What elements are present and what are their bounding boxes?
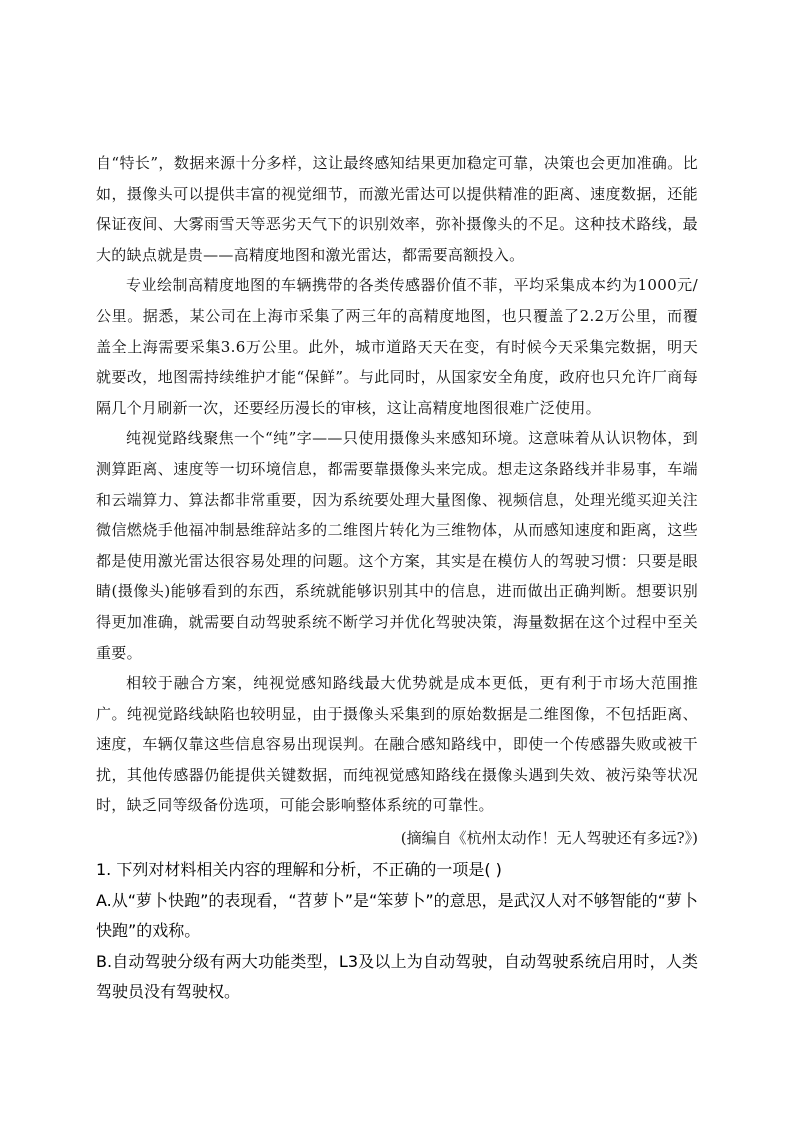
article-source: (摘编自《杭州太动作！无人驾驶还有多远?》) [400, 829, 698, 848]
paragraph-1: 自“特长”，数据来源十分多样，这让最终感知结果更加稳定可靠，决策也会更加准确。比如，摄像头可以提供丰富的视觉细节，而激光雷达可以提供精准的距离、速度数据，还能保证夜间、大雾雨雪天等恶劣天气下的识别效率，弥补摄像头的不足。这种技术路线，最大的缺点就是贵——高精度地图和激光雷达，都需要高额投入。 [96, 154, 698, 264]
paragraph-3: 纯视觉路线聚焦一个“纯”字——只使用摄像头来感知环境。这意味着从认识物体，到测算距离、速度等一切环境信息，都需要靠摄像头来完成。想走这条路线并非易事，车端和云端算力、算法都非常重要，因为系统要处理大量图像、视频信息，处理光缆买迎关注微信燃烧手他福冲制悬维辞站多的二维图片转化为三维物体，从而感知速度和距离，这些都是使用激光雷达很容易处理的问题。这个方案，其实是在模仿人的驾驶习惯：只要是眼睛(摄像头)能够看到的东西，系统就能够识别其中的信息，进而做出正确判断。想要识别得更加准确，就需要自动驾驶系统不断学习并优化驾驶决策，海量数据在这个过程中至关重要。 [96, 429, 698, 662]
question-option-b: B.自动驾驶分级有两大功能类型，L3及以上为自动驾驶，自动驾驶系统启用时，人类驾驶员没有驾驶权。 [96, 951, 698, 1002]
paragraph-2: 专业绘制高精度地图的车辆携带的各类传感器价值不菲，平均采集成本约为1000元/公里。据悉，某公司在上海市采集了两三年的高精度地图，也只覆盖了2.2万公里，而覆盖全上海需要采集3.6万公里。此外，城市道路天天在变，有时候今天采集完数据，明天就要改，地图需持续维护才能“保鲜”。与此同时，从国家安全角度，政府也只允许厂商每隔几个月刷新一次，还要经历漫长的审核，这让高精度地图很难广泛使用。 [96, 276, 698, 417]
question-option-a: A.从“萝卜快跑”的表现看，“苕萝卜”是“笨萝卜”的意思，是武汉人对不够智能的“萝卜快跑”的戏称。 [96, 890, 698, 941]
question-title: 1. 下列对材料相关内容的理解和分析，不正确的一项是( ) [96, 860, 502, 880]
paragraph-4: 相较于融合方案，纯视觉感知路线最大优势就是成本更低，更有利于市场大范围推广。纯视觉路线缺陷也较明显，由于摄像头采集到的原始数据是二维图像，不包括距离、速度，车辆仅靠这些信息容易出现误判。在融合感知路线中，即使一个传感器失败或被干扰，其他传感器仍能提供关键数据，而纯视觉感知路线在摄像头遇到失效、被污染等状况时，缺乏同等级备份选项，可能会影响整体系统的可靠性。 [96, 674, 698, 815]
document-page [96, 0, 698, 1008]
